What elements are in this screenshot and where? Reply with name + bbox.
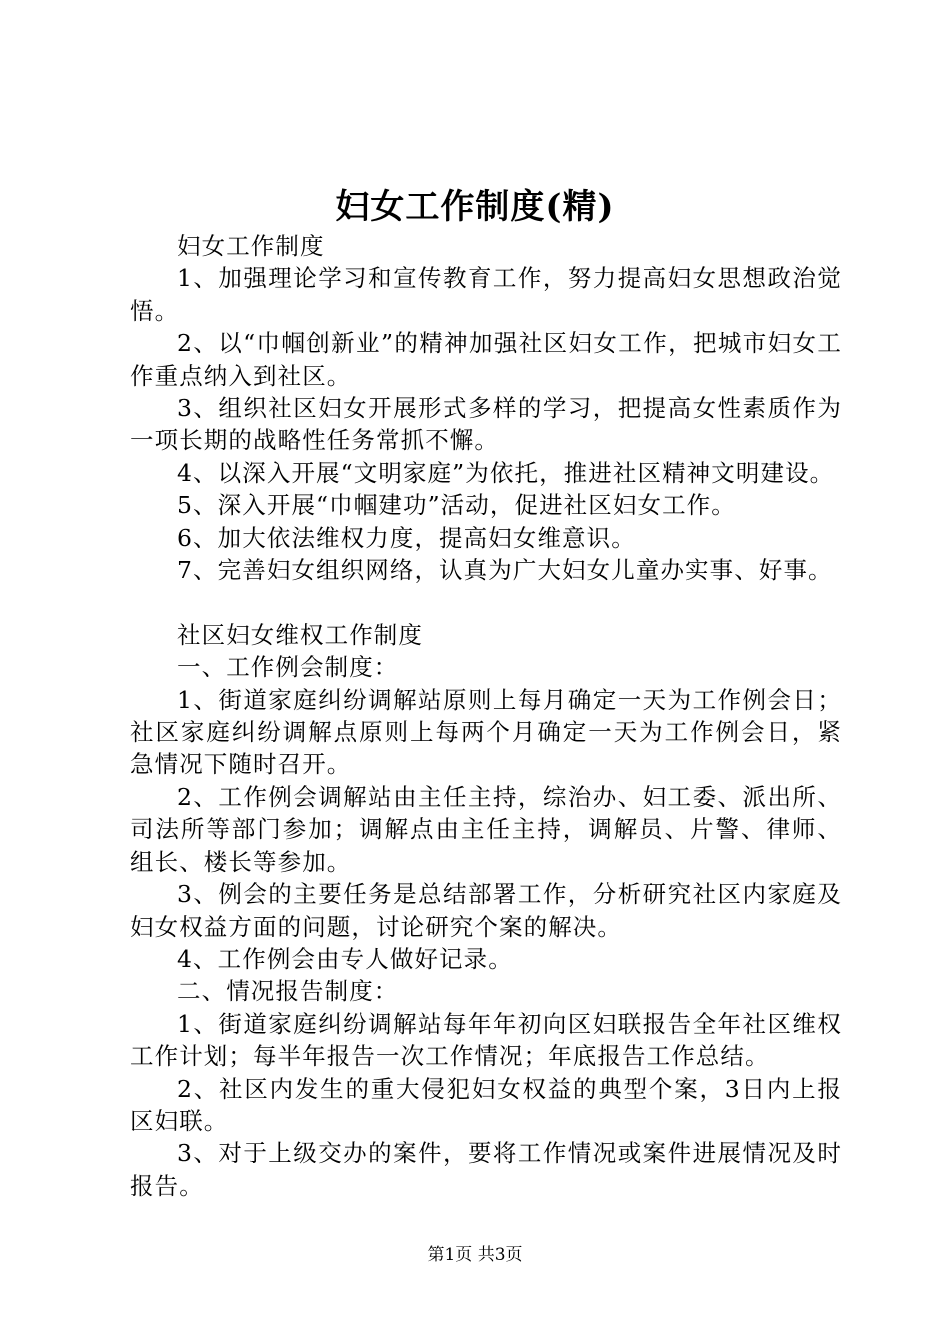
paragraph: 3、对于上级交办的案件，要将工作情况或案件进展情况及时报告。	[130, 1139, 842, 1200]
paragraph: 3、组织社区妇女开展形式多样的学习，把提高女性素质作为一项长期的战略性任务常抓不懈。	[130, 394, 842, 455]
paragraph: 6、加大依法维权力度，提高妇女维意识。	[177, 523, 636, 552]
paragraph: 1、街道家庭纠纷调解站每年年初向区妇联报告全年社区维权工作计划；每半年报告一次工作情况；年底报告工作总结。	[130, 1009, 842, 1071]
section-heading: 社区妇女维权工作制度	[177, 620, 423, 649]
blank-line	[130, 586, 842, 618]
paragraph: 1、街道家庭纠纷调解站原则上每月确定一天为工作例会日；社区家庭纠纷调解点原则上每两个月确定一天为工作例会日，紧急情况下随时召开。	[130, 685, 842, 779]
paragraph: 4、工作例会由专人做好记录。	[177, 944, 513, 973]
paragraph: 3、例会的主要任务是总结部署工作，分析研究社区内家庭及妇女权益方面的问题，讨论研究个案的解决。	[130, 880, 842, 941]
paragraph: 5、深入开展“巾帼建功”活动，促进社区妇女工作。	[177, 491, 736, 520]
paragraph: 1、加强理论学习和宣传教育工作，努力提高妇女思想政治觉悟。	[130, 264, 842, 325]
document-title: 妇女工作制度(精)	[335, 187, 615, 227]
paragraph: 4、以深入开展“文明家庭”为依托，推进社区精神文明建设。	[177, 458, 835, 487]
paragraph: 7、完善妇女组织网络，认真为广大妇女儿童办实事、好事。	[177, 556, 833, 585]
paragraph: 2、工作例会调解站由主任主持，综治办、妇工委、派出所、司法所等部门参加；调解点由主任主持，调解员、片警、律师、组长、楼长等参加。	[130, 782, 842, 876]
document-body	[130, 230, 842, 1202]
section-heading: 妇女工作制度	[177, 232, 325, 260]
page-footer: 第1页 共3页	[427, 1245, 523, 1265]
subsection-heading: 一、工作例会制度：	[177, 653, 399, 682]
paragraph: 2、以“巾帼创新业”的精神加强社区妇女工作，把城市妇女工作重点纳入到社区。	[130, 329, 842, 390]
paragraph: 2、社区内发生的重大侵犯妇女权益的典型个案，3日内上报区妇联。	[130, 1074, 842, 1135]
subsection-heading: 二、情况报告制度：	[177, 977, 399, 1006]
